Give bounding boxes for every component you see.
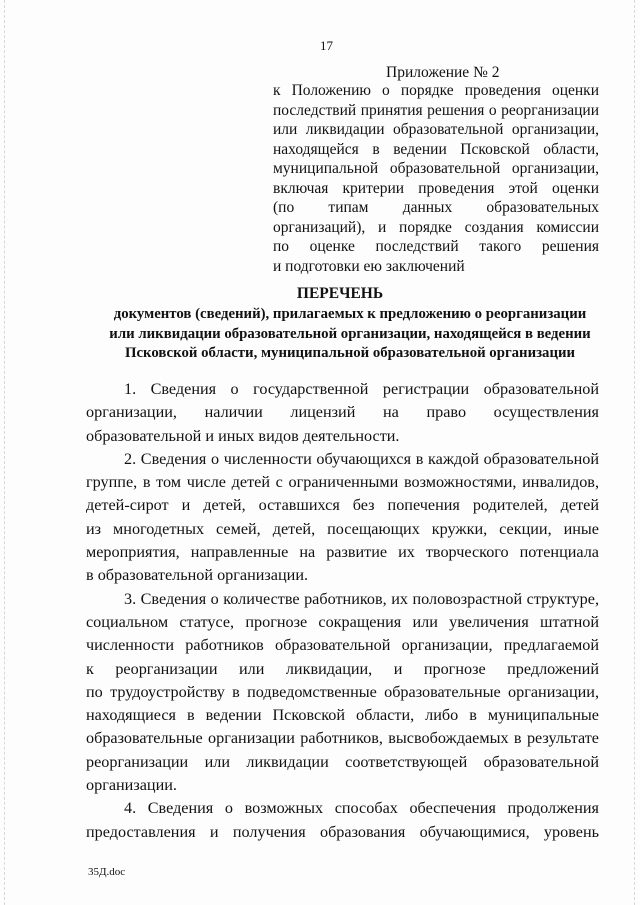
scan-edge-left — [4, 0, 6, 905]
footer-filename: 35Д.doc — [88, 866, 126, 878]
subheading-line: Псковской области, муниципальной образовательной организации — [124, 345, 576, 361]
paragraph-2-line: мероприятия, направленные на развитие их творческого потенциала — [86, 543, 599, 562]
paragraph-3-line: реорганизации или ликвидации соответствующей образовательной — [86, 752, 599, 771]
appendix-line: по оценке последствий такого решения — [273, 238, 599, 255]
subheading-line: или ликвидации образовательной организации, находящейся в ведении — [109, 325, 591, 342]
appendix-title: Приложение № 2 — [386, 64, 500, 81]
appendix-line: к Положению о порядке проведения оценки — [273, 82, 599, 99]
paragraph-3-line: находящиеся в ведении Псковской области, либо в муниципальные — [86, 706, 599, 725]
appendix-line: последствий принятия решения о реорганизации — [273, 101, 599, 119]
appendix-line: и подготовки ею заключений — [273, 257, 465, 275]
document-body — [86, 378, 599, 844]
subheading-line: документов (сведений), прилагаемых к предложению о реорганизации — [113, 306, 587, 322]
paragraph-2-line: детей-сирот и детей, оставшихся без попечения родителей, детей — [86, 496, 599, 515]
appendix-line: или ликвидации образовательной организации, — [273, 121, 599, 138]
appendix-line: включая критерии проведения этой оценки — [273, 179, 599, 197]
paragraph-1-line: 1. Сведения о государственной регистрации образовательной — [124, 380, 599, 398]
paragraph-1-line: образовательной и иных видов деятельности. — [86, 426, 400, 445]
paragraph-4-line: предоставления и получения образования обучающимися, уровень — [86, 822, 599, 841]
paragraph-2-line: из многодетных семей, детей, посещающих кружки, секции, иные — [86, 519, 599, 538]
appendix-line: находящейся в ведении Псковской области, — [273, 140, 599, 158]
appendix-line: (по типам данных образовательных — [273, 199, 599, 216]
paragraph-4-line: 4. Сведения о возможных способах обеспечения продолжения — [124, 799, 599, 818]
page-number: 17 — [320, 38, 333, 53]
paragraph-2-line: в образовательной организации. — [86, 566, 309, 585]
paragraph-3-line: образовательные организации работников, высвобождаемых в результате — [86, 729, 599, 748]
paragraph-3-line: численности работников образовательной организации, предлагаемой — [86, 636, 599, 655]
document-heading: ПЕРЕЧЕНЬ — [296, 285, 384, 302]
paragraph-3-line: к реорганизации или ликвидации, и прогнозе предложений — [86, 659, 599, 678]
paragraph-3-line: организации. — [86, 776, 177, 795]
paragraph-3-line: социальном статусе, прогнозе сокращения или увеличения штатной — [86, 612, 599, 631]
paragraph-2-line: группе, в том числе детей с ограниченными возможностями, инвалидов, — [86, 473, 599, 492]
appendix-line: муниципальной образовательной организации, — [273, 160, 599, 177]
appendix-reference — [273, 81, 599, 276]
appendix-line: организаций), и порядке создания комиссии — [273, 218, 599, 236]
paragraph-1-line: организации, наличии лицензий на право осуществления — [86, 403, 599, 422]
document-subheading — [80, 305, 620, 364]
scan-edge-right — [634, 0, 636, 905]
paragraph-2-line: 2. Сведения о численности обучающихся в каждой образовательной — [124, 449, 599, 468]
paragraph-3-line: 3. Сведения о количестве работников, их половозрастной структуре, — [124, 589, 599, 608]
paragraph-3-line: по трудоустройству в подведомственные образовательные организации, — [86, 682, 599, 701]
